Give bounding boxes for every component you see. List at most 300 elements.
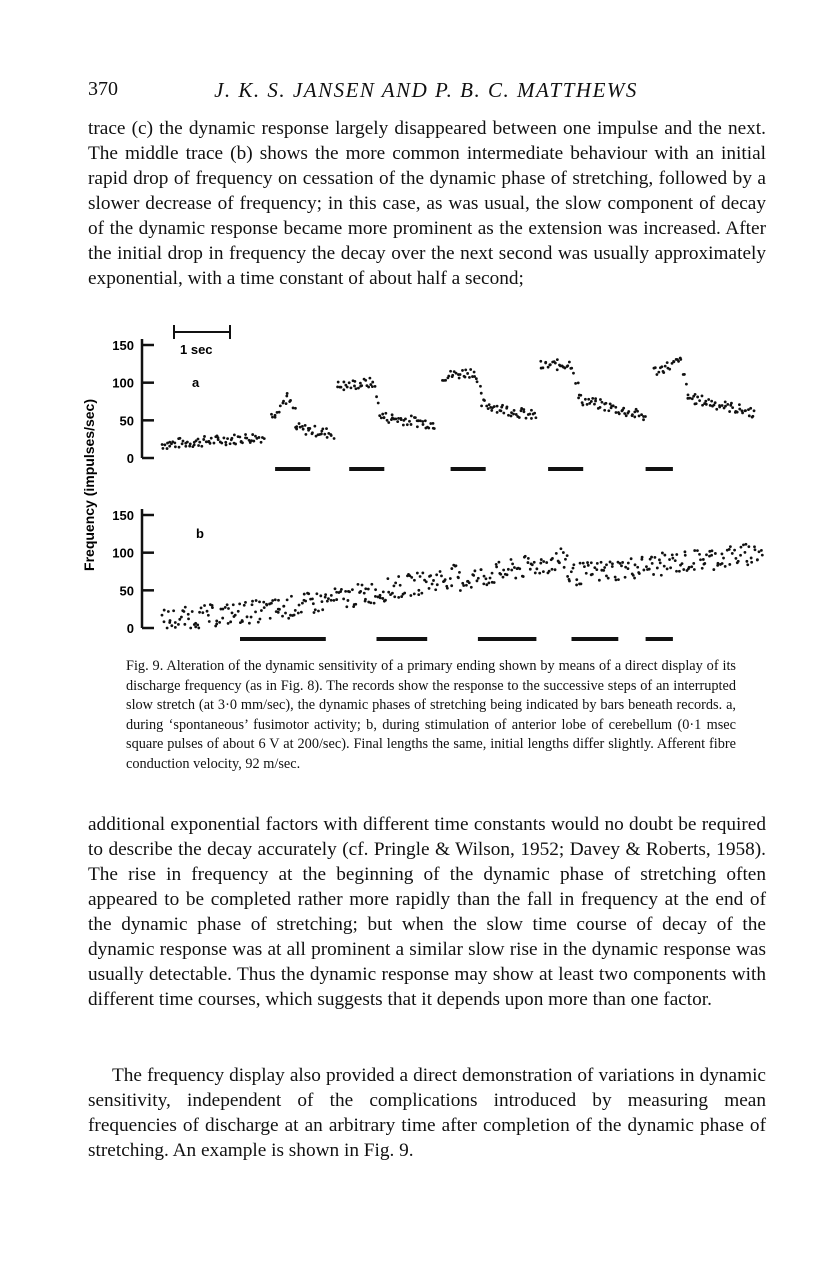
data-point [538, 572, 541, 575]
data-point [375, 395, 378, 398]
data-point [691, 397, 694, 400]
data-point [371, 381, 374, 384]
data-point [513, 409, 516, 412]
data-point [440, 574, 443, 577]
data-point [703, 562, 706, 565]
data-point [224, 606, 227, 609]
data-point [493, 405, 496, 408]
data-point [631, 413, 634, 416]
data-point [302, 428, 305, 431]
data-point [386, 419, 389, 422]
data-point [674, 559, 677, 562]
data-point [436, 583, 439, 586]
data-point [363, 592, 366, 595]
data-point [507, 414, 510, 417]
data-point [707, 398, 710, 401]
data-point [215, 620, 218, 623]
data-point [189, 627, 192, 630]
data-point [248, 622, 251, 625]
data-point [278, 608, 281, 611]
data-point [502, 412, 505, 415]
data-point [330, 434, 333, 437]
data-point [742, 543, 745, 546]
data-point [479, 385, 482, 388]
data-point [304, 600, 307, 603]
data-point [741, 411, 744, 414]
data-point [326, 600, 329, 603]
data-point [705, 553, 708, 556]
data-point [605, 563, 608, 566]
data-point [505, 407, 508, 410]
data-point [251, 433, 254, 436]
stretch-bar [478, 637, 537, 641]
data-point [221, 608, 224, 611]
data-point [410, 414, 413, 417]
data-point [687, 394, 690, 397]
data-point [562, 551, 565, 554]
data-point [607, 409, 610, 412]
data-point [394, 581, 397, 584]
data-point [326, 436, 329, 439]
data-point [462, 584, 465, 587]
data-point [196, 623, 199, 626]
data-point [271, 599, 274, 602]
data-point [574, 382, 577, 385]
data-point [304, 433, 307, 436]
y-tick-label: 150 [112, 508, 134, 523]
data-point [468, 581, 471, 584]
data-point [482, 582, 485, 585]
data-point [603, 409, 606, 412]
data-point [594, 397, 597, 400]
data-point [614, 406, 617, 409]
data-point [161, 614, 164, 617]
figure-caption: Fig. 9. Alteration of the dynamic sensitivity of a primary ending shown by means of a direct display of its discharge frequency (as in Fig. 8). The records show the response to the successive steps of an interrupted slow stretch (at 3·0 mm/sec), the dynamic phases of stretching being indicated by bars beneath records. a, during ‘spontaneous’ fusimotor activity; b, during stimulation of anterior lobe of cerebellum (0·1 msec square pulses of about 6 V at 200/sec). Final lengths the same, initial lengths differ slightly. Afferent fibre conduction velocity, 92 m/sec. [126, 658, 736, 772]
data-point [530, 417, 533, 420]
data-point [294, 407, 297, 410]
data-point [251, 600, 254, 603]
data-point [659, 562, 662, 565]
data-point [671, 553, 674, 556]
data-point [522, 575, 525, 578]
data-point [540, 558, 543, 561]
data-point [630, 557, 633, 560]
data-point [673, 360, 676, 363]
data-point [413, 579, 416, 582]
data-point [396, 420, 399, 423]
data-point [400, 418, 403, 421]
data-point [285, 395, 288, 398]
data-point [327, 597, 330, 600]
data-point [313, 425, 316, 428]
data-point [544, 362, 547, 365]
data-point [525, 417, 528, 420]
data-point [408, 420, 411, 423]
data-point [172, 609, 175, 612]
data-point [671, 557, 674, 560]
data-point [600, 561, 603, 564]
data-point [286, 598, 289, 601]
data-point [231, 611, 234, 614]
data-point [710, 400, 713, 403]
data-point [459, 589, 462, 592]
stretch-bar [572, 637, 619, 641]
data-point [468, 376, 471, 379]
data-point [753, 409, 756, 412]
data-point [200, 606, 203, 609]
data-point [633, 410, 636, 413]
data-point [354, 603, 357, 606]
data-point [187, 613, 190, 616]
data-point [662, 371, 665, 374]
data-point [539, 562, 542, 565]
data-point [728, 563, 731, 566]
data-point [377, 402, 380, 405]
data-point [617, 578, 620, 581]
data-point [656, 567, 659, 570]
data-point [523, 410, 526, 413]
data-point [404, 417, 407, 420]
data-point [244, 601, 247, 604]
data-point [317, 610, 320, 613]
data-point [167, 610, 170, 613]
data-point [393, 595, 396, 598]
data-point [490, 409, 493, 412]
data-point [683, 373, 686, 376]
data-point [444, 379, 447, 382]
data-point [198, 611, 201, 614]
data-point [693, 568, 696, 571]
data-point [166, 627, 169, 630]
data-point [321, 600, 324, 603]
data-point [473, 371, 476, 374]
data-point [640, 413, 643, 416]
data-point [638, 415, 641, 418]
data-point [605, 402, 608, 405]
data-point [714, 401, 717, 404]
data-point [572, 567, 575, 570]
data-point [271, 416, 274, 419]
data-point [333, 437, 336, 440]
data-point [353, 380, 356, 383]
data-point [303, 593, 306, 596]
running-head: J. K. S. JANSEN AND P. B. C. MATTHEWS [214, 78, 638, 102]
data-point [690, 565, 693, 568]
data-point [733, 549, 736, 552]
data-point [293, 614, 296, 617]
data-point [701, 567, 704, 570]
data-point [627, 567, 630, 570]
data-point [695, 402, 698, 405]
data-point [197, 438, 200, 441]
data-point [369, 601, 372, 604]
data-point [182, 440, 185, 443]
data-point [399, 584, 402, 587]
data-point [693, 549, 696, 552]
figure-9 [70, 315, 780, 655]
data-point [419, 419, 422, 422]
data-point [210, 437, 213, 440]
data-point [583, 565, 586, 568]
data-point [488, 403, 491, 406]
data-point [265, 604, 268, 607]
data-point [724, 565, 727, 568]
data-point [714, 552, 717, 555]
data-point [187, 617, 190, 620]
data-point [184, 606, 187, 609]
data-point [627, 562, 630, 565]
data-point [346, 386, 349, 389]
data-point [534, 416, 537, 419]
data-point [744, 551, 747, 554]
data-point [226, 437, 229, 440]
data-point [435, 573, 438, 576]
data-point [279, 405, 282, 408]
data-point [410, 423, 413, 426]
data-point [174, 621, 177, 624]
data-point [403, 592, 406, 595]
data-point [197, 627, 200, 630]
data-point [753, 545, 756, 548]
data-point [427, 427, 430, 430]
data-point [555, 552, 558, 555]
data-point [580, 582, 583, 585]
data-point [332, 599, 335, 602]
data-point [417, 589, 420, 592]
data-point [183, 623, 186, 626]
data-point [227, 607, 230, 610]
data-point [684, 554, 687, 557]
data-point [480, 568, 483, 571]
data-point [518, 416, 521, 419]
data-point [457, 576, 460, 579]
stretch-bar [646, 467, 673, 471]
data-point [533, 412, 536, 415]
data-point [340, 386, 343, 389]
paragraph-1: trace (c) the dynamic response largely disappeared between one impulse and the next. The middle trace (b) shows the more common intermediate behaviour with an initial rapid drop of frequency on cessation of the dynamic phase of stretching, followed by a slower decrease of frequency; in this case, as was usual, the slow component of decay of the dynamic response became more prominent as the extension was increased. After the initial drop in frequency the decay over the next second was usually approximately exponential, with a time constant of about half a second; [88, 118, 766, 289]
data-point [705, 403, 708, 406]
stretch-bar [240, 637, 326, 641]
data-point [432, 422, 435, 425]
data-point [209, 442, 212, 445]
data-point [758, 550, 761, 553]
data-point [531, 563, 534, 566]
data-point [312, 602, 315, 605]
data-point [397, 575, 400, 578]
data-point [198, 441, 201, 444]
data-point [721, 562, 724, 565]
data-point [207, 614, 210, 617]
data-point [499, 573, 502, 576]
data-point [599, 398, 602, 401]
data-point [699, 558, 702, 561]
data-point [668, 558, 671, 561]
data-point [313, 611, 316, 614]
data-point [593, 403, 596, 406]
data-point [466, 372, 469, 375]
data-point [422, 423, 425, 426]
data-point [359, 382, 362, 385]
data-point [174, 626, 177, 629]
data-point [421, 572, 424, 575]
data-point [416, 425, 419, 428]
data-point [274, 414, 277, 417]
data-point [500, 409, 503, 412]
data-point [556, 368, 559, 371]
stretch-bar [646, 637, 673, 641]
data-point [444, 578, 447, 581]
data-point [270, 602, 273, 605]
data-point [632, 574, 635, 577]
data-point [277, 599, 280, 602]
data-point [472, 574, 475, 577]
data-point [731, 406, 734, 409]
data-point [684, 550, 687, 553]
data-point [384, 412, 387, 415]
data-point [681, 562, 684, 565]
data-point [287, 617, 290, 620]
data-point [251, 603, 254, 606]
data-point [657, 371, 660, 374]
data-point [304, 424, 307, 427]
data-point [535, 567, 538, 570]
data-point [353, 385, 356, 388]
data-point [458, 377, 461, 380]
scale-bar-label: 1 sec [180, 342, 213, 357]
data-point [568, 361, 571, 364]
data-point [491, 572, 494, 575]
data-point [311, 431, 314, 434]
data-point [413, 592, 416, 595]
data-point [367, 588, 370, 591]
data-point [381, 597, 384, 600]
data-point [678, 570, 681, 573]
data-point [554, 568, 557, 571]
data-point [654, 556, 657, 559]
data-point [698, 399, 701, 402]
data-point [668, 368, 671, 371]
data-point [602, 569, 605, 572]
data-point [450, 567, 453, 570]
data-point [591, 397, 594, 400]
data-point [184, 445, 187, 448]
data-point [527, 557, 530, 560]
data-point [568, 580, 571, 583]
data-point [545, 561, 548, 564]
data-point [308, 427, 311, 430]
data-point [548, 570, 551, 573]
data-point [585, 572, 588, 575]
data-point [551, 557, 554, 560]
data-point [624, 576, 627, 579]
data-point [177, 623, 180, 626]
data-point [534, 572, 537, 575]
data-point [379, 596, 382, 599]
data-point [168, 445, 171, 448]
data-point [599, 406, 602, 409]
data-point [250, 616, 253, 619]
data-point [258, 600, 261, 603]
data-point [257, 621, 260, 624]
data-point [485, 405, 488, 408]
data-point [542, 570, 545, 573]
y-tick-label: 100 [112, 375, 134, 391]
data-point [666, 361, 669, 364]
data-point [611, 565, 614, 568]
data-point [633, 577, 636, 580]
data-point [301, 602, 304, 605]
data-point [648, 568, 651, 571]
data-point [664, 365, 667, 368]
data-point [564, 558, 567, 561]
data-point [330, 594, 333, 597]
data-point [636, 410, 639, 413]
data-point [487, 407, 490, 410]
data-point [324, 593, 327, 596]
data-point [374, 588, 377, 591]
data-point [518, 567, 521, 570]
data-point [434, 588, 437, 591]
data-point [748, 414, 751, 417]
data-point [297, 612, 300, 615]
data-point [282, 605, 285, 608]
data-point [357, 387, 360, 390]
data-point [459, 373, 462, 376]
stretch-bar [377, 637, 428, 641]
data-point [529, 568, 532, 571]
data-point [181, 442, 184, 445]
data-point [449, 577, 452, 580]
data-point [397, 596, 400, 599]
data-point [740, 546, 743, 549]
data-point [241, 441, 244, 444]
data-point [379, 594, 382, 597]
data-point [711, 549, 714, 552]
data-point [642, 418, 645, 421]
stretch-bar [548, 467, 583, 471]
data-point [220, 442, 223, 445]
data-point [357, 583, 360, 586]
data-point [627, 410, 630, 413]
page-header [88, 78, 764, 108]
data-point [642, 569, 645, 572]
data-point [416, 572, 419, 575]
data-point [337, 381, 340, 384]
data-point [696, 396, 699, 399]
data-point [335, 598, 338, 601]
data-point [655, 373, 658, 376]
data-point [292, 407, 295, 410]
data-point [572, 563, 575, 566]
data-point [461, 369, 464, 372]
data-point [756, 558, 759, 561]
data-point [260, 609, 263, 612]
data-point [609, 561, 612, 564]
data-point [364, 379, 367, 382]
data-point [178, 446, 181, 449]
data-point [169, 619, 172, 622]
data-point [493, 581, 496, 584]
data-point [238, 602, 241, 605]
data-point [661, 552, 664, 555]
data-point [464, 376, 467, 379]
data-point [211, 606, 214, 609]
data-point [225, 443, 228, 446]
data-point [539, 360, 542, 363]
data-point [749, 407, 752, 410]
data-point [701, 395, 704, 398]
data-point [634, 563, 637, 566]
